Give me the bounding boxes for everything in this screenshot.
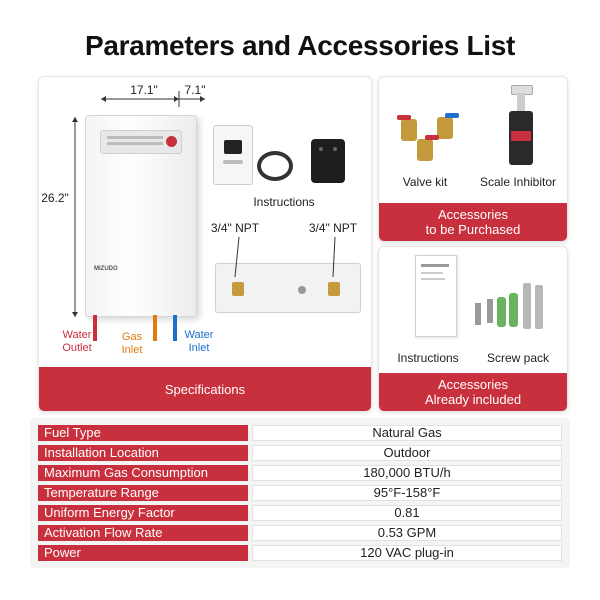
spec-value: Outdoor (252, 445, 562, 461)
spec-row-temperature-range (38, 485, 562, 501)
screw-pack-caption: Screw pack (486, 351, 550, 365)
accessories-to-purchase-panel (378, 76, 568, 242)
spec-row-uniform-energy-factor (38, 505, 562, 521)
specifications-panel (38, 76, 372, 412)
spec-label: Maximum Gas Consumption (38, 465, 248, 481)
accessories-included-panel (378, 246, 568, 412)
spec-value: 95°F-158°F (252, 485, 562, 501)
screw-pack-image (475, 283, 555, 339)
spec-row-power (38, 545, 562, 561)
valve-kit-caption: Valve kit (402, 175, 448, 189)
manual-image (415, 255, 457, 337)
to-purchase-band: Accessories to be Purchased (379, 203, 567, 241)
spec-row-activation-flow-rate (38, 525, 562, 541)
scale-inhibitor-caption: Scale Inhibitor (479, 175, 557, 189)
spec-label: Activation Flow Rate (38, 525, 248, 541)
spec-row-installation-location (38, 445, 562, 461)
instructions-included-caption: Instructions (397, 351, 459, 365)
spec-row-fuel-type (38, 425, 562, 441)
height-dimension: 26.2" (39, 191, 71, 205)
npt-right-label: 3/4" NPT (308, 221, 358, 235)
spec-value: Natural Gas (252, 425, 562, 441)
page-title: Parameters and Accessories List (84, 30, 516, 61)
spec-label: Temperature Range (38, 485, 248, 501)
specifications-band: Specifications (39, 367, 371, 411)
spec-value: 180,000 BTU/h (252, 465, 562, 481)
spec-value: 0.53 GPM (252, 525, 562, 541)
heater-brand: MIZUDO (94, 266, 118, 272)
water-outlet-label: Water Outlet (62, 329, 92, 354)
scale-inhibitor-image (507, 85, 537, 169)
npt-leader-lines (39, 77, 371, 317)
spec-value: 120 VAC plug-in (252, 545, 562, 561)
npt-left-label: 3/4" NPT (210, 221, 260, 235)
instructions-caption: Instructions (253, 195, 315, 209)
gas-inlet-label: Gas Inlet (121, 331, 143, 356)
spec-label: Power (38, 545, 248, 561)
depth-dimension: 7.1" (184, 83, 206, 97)
spec-value: 0.81 (252, 505, 562, 521)
included-band: Accessories Already included (379, 373, 567, 411)
spec-label: Fuel Type (38, 425, 248, 441)
spec-label: Uniform Energy Factor (38, 505, 248, 521)
valve-kit-image (395, 113, 469, 165)
water-inlet-label: Water Inlet (184, 329, 214, 354)
width-dimension: 17.1" (130, 83, 158, 97)
spec-label: Installation Location (38, 445, 248, 461)
spec-row-max-gas-consumption (38, 465, 562, 481)
